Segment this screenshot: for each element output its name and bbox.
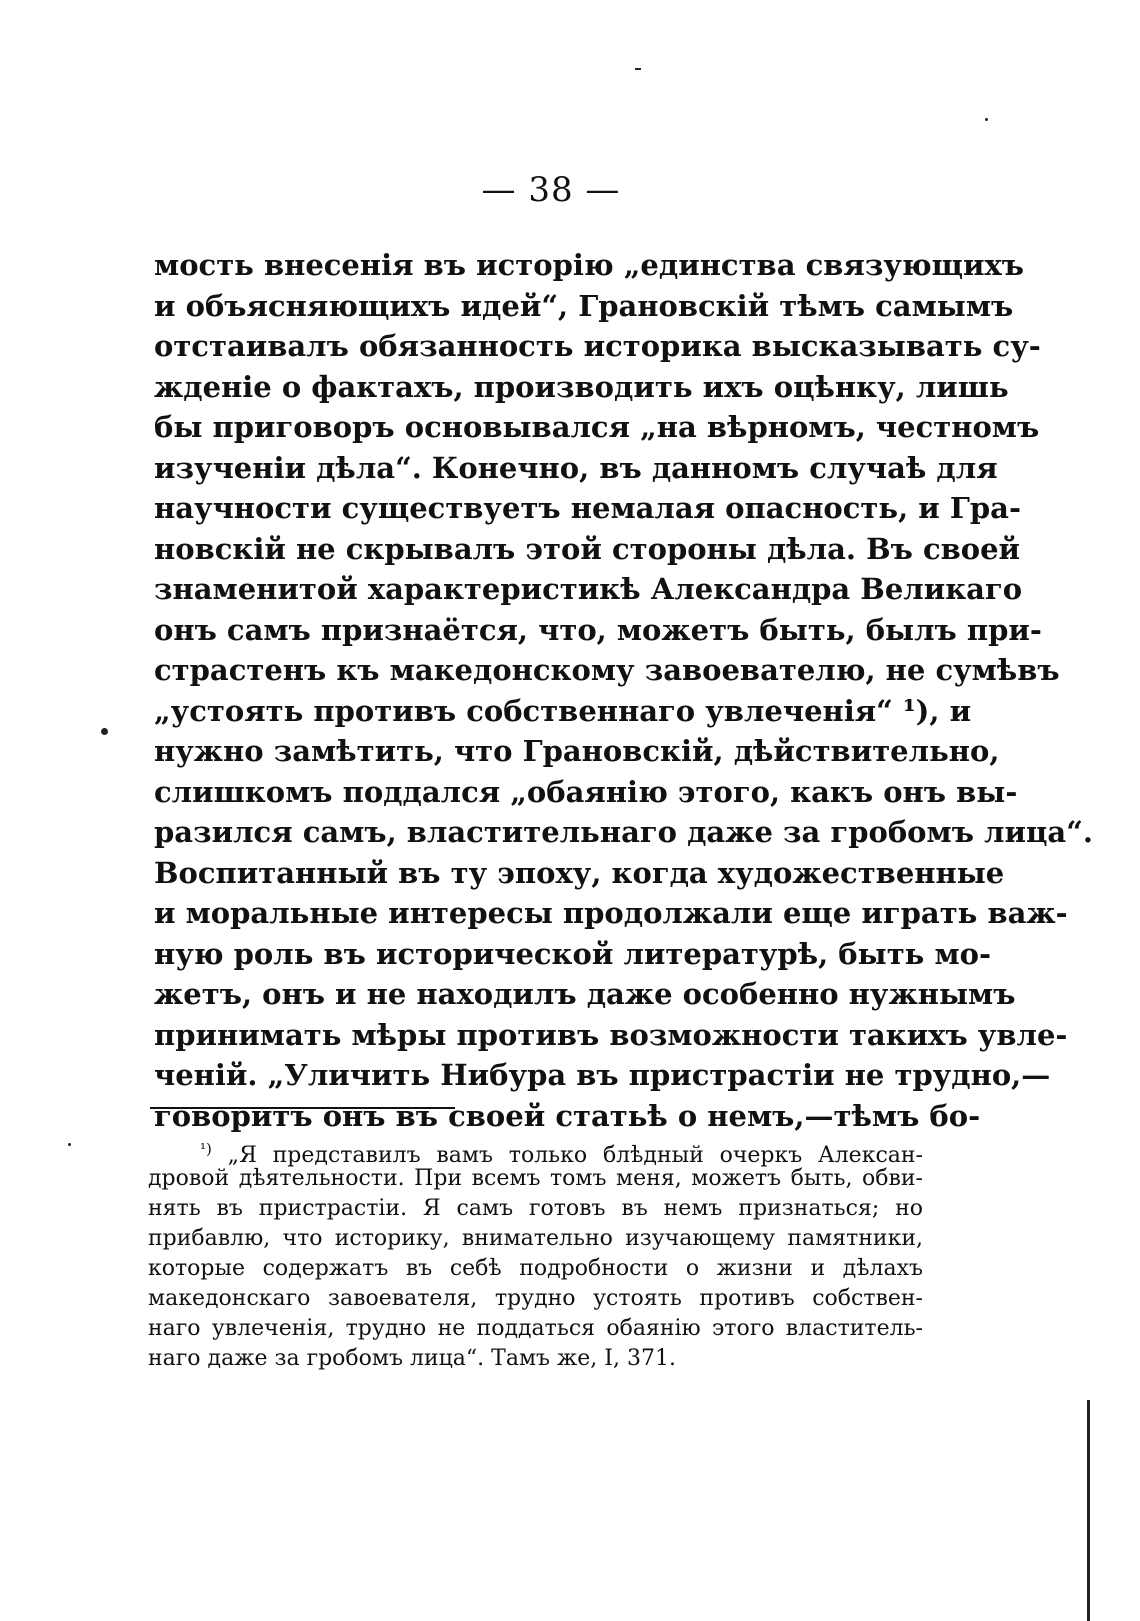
- footnote-marker: ¹): [200, 1140, 212, 1158]
- text-line: жденіе о фактахъ, производить ихъ оцѣнку, лишь: [154, 369, 1009, 404]
- text-line: ченій. „Уличить Нибура въ пристрастіи не трудно,—: [154, 1058, 1051, 1092]
- footnote-line: которые содержатъ въ себѣ подробности о жизни и дѣлахъ: [148, 1256, 923, 1281]
- footnote-separator: [150, 1107, 455, 1109]
- page-number: — 38 —: [481, 170, 621, 210]
- footnote-line: наго увлеченія, трудно не поддаться обаянію этого властитель-: [148, 1316, 923, 1341]
- text-line: нужно замѣтить, что Грановскій, дѣйствительно,: [154, 734, 1000, 768]
- footnote-line: нять въ пристрастіи. Я самъ готовъ въ немъ признаться; но: [148, 1196, 923, 1221]
- footnote-line: наго даже за гробомъ лица“. Тамъ же, I, 371.: [148, 1346, 676, 1371]
- body-text: [154, 245, 1093, 1136]
- text-line: мость внесенія въ исторію „единства связующихъ: [154, 248, 1025, 282]
- footnote-line: [148, 1134, 923, 1168]
- scan-speck: [68, 1143, 71, 1146]
- text-line: жетъ, онъ и не находилъ даже особенно нужнымъ: [154, 977, 1016, 1011]
- text-line: „устоять противъ собственнаго увлеченія“ ¹), и: [154, 693, 972, 728]
- text-line: страстенъ къ македонскому завоевателю, не сумѣвъ: [154, 653, 1060, 687]
- text-line: Воспитанный въ ту эпоху, когда художественные: [154, 855, 1005, 890]
- scan-speck: [985, 118, 988, 121]
- text-line: и моральные интересы продолжали еще играть важ-: [154, 896, 1068, 930]
- footnote-line: дровой дѣятельности. При всемъ томъ меня, можетъ быть, обви-: [148, 1166, 923, 1191]
- scan-edge-shadow: [1087, 1400, 1090, 1621]
- text-line: разился самъ, властительнаго даже за гробомъ лица“.: [154, 815, 1093, 849]
- footnote-line-text: „Я представилъ вамъ только блѣдный очеркъ Алексан-: [227, 1143, 923, 1168]
- footnote: [148, 1134, 923, 1374]
- text-line: принимать мѣры противъ возможности такихъ увле-: [154, 1017, 1068, 1052]
- scan-speck: [101, 728, 108, 735]
- text-line: бы приговоръ основывался „на вѣрномъ, честномъ: [154, 410, 1040, 444]
- text-line: знаменитой характеристикѣ Александра Великаго: [154, 572, 1023, 606]
- text-line: отстаивалъ обязанность историка высказывать су-: [154, 329, 1041, 363]
- text-line: научности существуетъ немалая опасность, и Гра-: [154, 491, 1021, 525]
- footnote-line: македонскаго завоевателя, трудно устоять противъ собствен-: [148, 1286, 923, 1311]
- scan-speck: [635, 68, 641, 70]
- text-line: слишкомъ поддался „обаянію этого, какъ онъ вы-: [154, 774, 1018, 809]
- text-line: ную роль въ исторической литературѣ, быть мо-: [154, 936, 992, 971]
- text-line: изученіи дѣла“. Конечно, въ данномъ случаѣ для: [154, 450, 998, 485]
- footnote-line: прибавлю, что историку, внимательно изучающему памятники,: [148, 1226, 923, 1251]
- text-line: и объясняющихъ идей“, Грановскій тѣмъ самымъ: [154, 288, 1014, 323]
- text-line: говоритъ онъ въ своей статьѣ о немъ,—тѣмъ бо-: [154, 1098, 981, 1133]
- text-line: новскій не скрывалъ этой стороны дѣла. Въ своей: [154, 531, 1021, 566]
- text-line: онъ самъ признаётся, что, можетъ быть, былъ при-: [154, 612, 1042, 647]
